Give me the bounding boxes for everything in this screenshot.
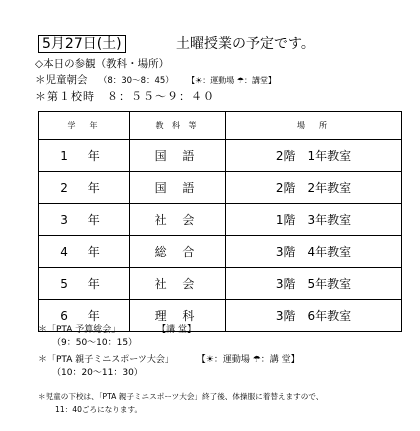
- subject-cell: 理 科: [130, 300, 226, 332]
- header-grade: 学 年: [39, 112, 130, 140]
- grade-cell: 2 年: [39, 172, 130, 204]
- morning-assembly-label: ＊児童朝会: [35, 74, 88, 86]
- table-row: [39, 268, 402, 300]
- place-cell: [226, 300, 402, 332]
- table-row: [39, 204, 402, 236]
- place-cell: [226, 172, 402, 204]
- header-place: 場 所: [226, 112, 402, 140]
- morning-assembly: [35, 72, 276, 87]
- room-text: 2年教室: [307, 181, 352, 195]
- event-time: （9：50〜10：15）: [52, 338, 138, 348]
- subject-cell: 国 語: [130, 140, 226, 172]
- dismissal-note-line2: 11：40ごろになります。: [55, 405, 143, 414]
- room-text: 4年教室: [307, 245, 352, 259]
- room-text: 1年教室: [307, 149, 352, 163]
- grade-cell: 6 年: [39, 300, 130, 332]
- event-place: 【講 堂】: [157, 325, 196, 335]
- table-row: [39, 172, 402, 204]
- place-cell: [226, 236, 402, 268]
- grade-cell: 5 年: [39, 268, 130, 300]
- room-text: 3年教室: [307, 213, 352, 227]
- event-label: ＊「PTA 親子ミニスポーツ大会」: [38, 355, 174, 365]
- date-label: 5月27日(土): [38, 35, 126, 53]
- place-cell: [226, 204, 402, 236]
- event-place: 【☀：運動場 ☂：講 堂】: [196, 355, 300, 365]
- room-text: 6年教室: [307, 309, 352, 323]
- event-label: ＊「PTA 予算総会」: [38, 325, 121, 335]
- morning-assembly-time: （8：30〜8：45）: [98, 76, 174, 86]
- floor-text: 3階: [275, 277, 296, 291]
- grade-cell: 1 年: [39, 140, 130, 172]
- dismissal-note-line1: ＊児童の下校は、「PTA 親子ミニスポーツ大会」終了後、体操服に着替えますので、: [38, 392, 324, 401]
- header-subject: 教 科 等: [130, 112, 226, 140]
- first-period: ＊第１校時 ８：５５〜９：４０: [35, 90, 215, 103]
- floor-text: 2階: [275, 181, 296, 195]
- grade-cell: 3 年: [39, 204, 130, 236]
- table-row: [39, 236, 402, 268]
- place-cell: [226, 268, 402, 300]
- floor-text: 2階: [275, 149, 296, 163]
- schedule-table: [38, 111, 402, 332]
- subject-cell: 国 語: [130, 172, 226, 204]
- floor-text: 1階: [275, 213, 296, 227]
- place-cell: [226, 140, 402, 172]
- morning-assembly-place: 【☀：運動場 ☂：講堂】: [187, 76, 277, 85]
- event-time: （10：20〜11：30）: [52, 368, 143, 378]
- event-pta-sports: [38, 352, 300, 365]
- grade-cell: 4 年: [39, 236, 130, 268]
- section-heading: ◇本日の参観（教科・場所）: [35, 58, 170, 70]
- subject-cell: 総 合: [130, 236, 226, 268]
- floor-text: 3階: [275, 309, 296, 323]
- event-pta-budget: [38, 322, 196, 335]
- subject-cell: 社 会: [130, 204, 226, 236]
- room-text: 5年教室: [307, 277, 352, 291]
- floor-text: 3階: [275, 245, 296, 259]
- table-header-row: [39, 112, 402, 140]
- table-row: [39, 140, 402, 172]
- page-title: 土曜授業の予定です。: [176, 36, 315, 52]
- subject-cell: 社 会: [130, 268, 226, 300]
